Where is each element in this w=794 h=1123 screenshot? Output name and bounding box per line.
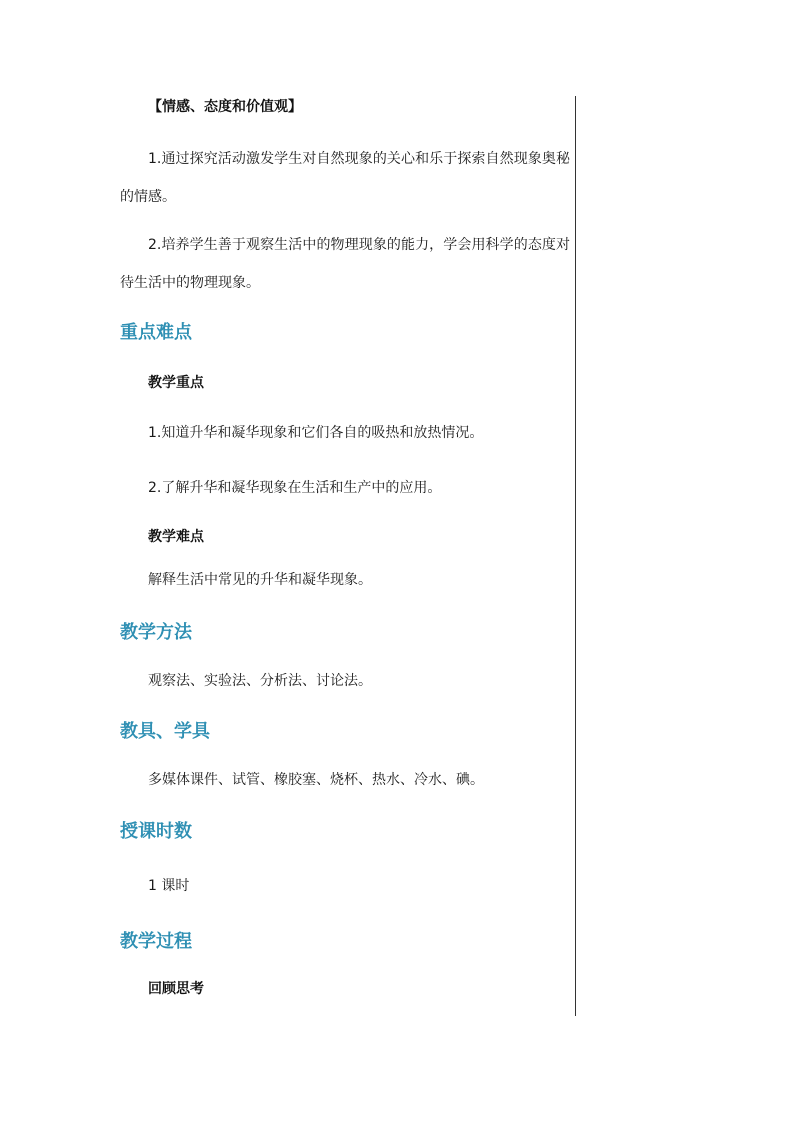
attitude-item-1: 1.通过探究活动激发学生对自然现象的关心和乐于探索自然现象奥秘的情感。: [120, 151, 570, 205]
attitude-heading: 【情感、态度和价值观】: [148, 99, 302, 115]
difficult-label: 教学难点: [148, 529, 204, 545]
key-point-1: 1.知道升华和凝华现象和它们各自的吸热和放热情况。: [148, 425, 484, 441]
attitude-item-2: 2.培养学生善于观察生活中的物理现象的能力，学会用科学的态度对待生活中的物理现象。: [120, 237, 570, 291]
tools-text: 多媒体课件、试管、橡胶塞、烧杯、热水、冷水、碘。: [148, 772, 484, 788]
hours-heading: 授课时数: [120, 821, 192, 842]
review-label: 回顾思考: [148, 981, 204, 997]
right-margin-rule: [575, 96, 576, 1016]
tools-heading: 教具、学具: [120, 721, 210, 742]
difficult-text: 解释生活中常见的升华和凝华现象。: [148, 572, 372, 588]
key-point-2: 2.了解升华和凝华现象在生活和生产中的应用。: [148, 480, 442, 496]
key-difficult-heading: 重点难点: [120, 322, 192, 343]
method-heading: 教学方法: [120, 622, 192, 643]
method-text: 观察法、实验法、分析法、讨论法。: [148, 673, 372, 689]
process-heading: 教学过程: [120, 931, 192, 952]
hours-text: 1 课时: [148, 878, 190, 894]
key-points-label: 教学重点: [148, 375, 204, 391]
